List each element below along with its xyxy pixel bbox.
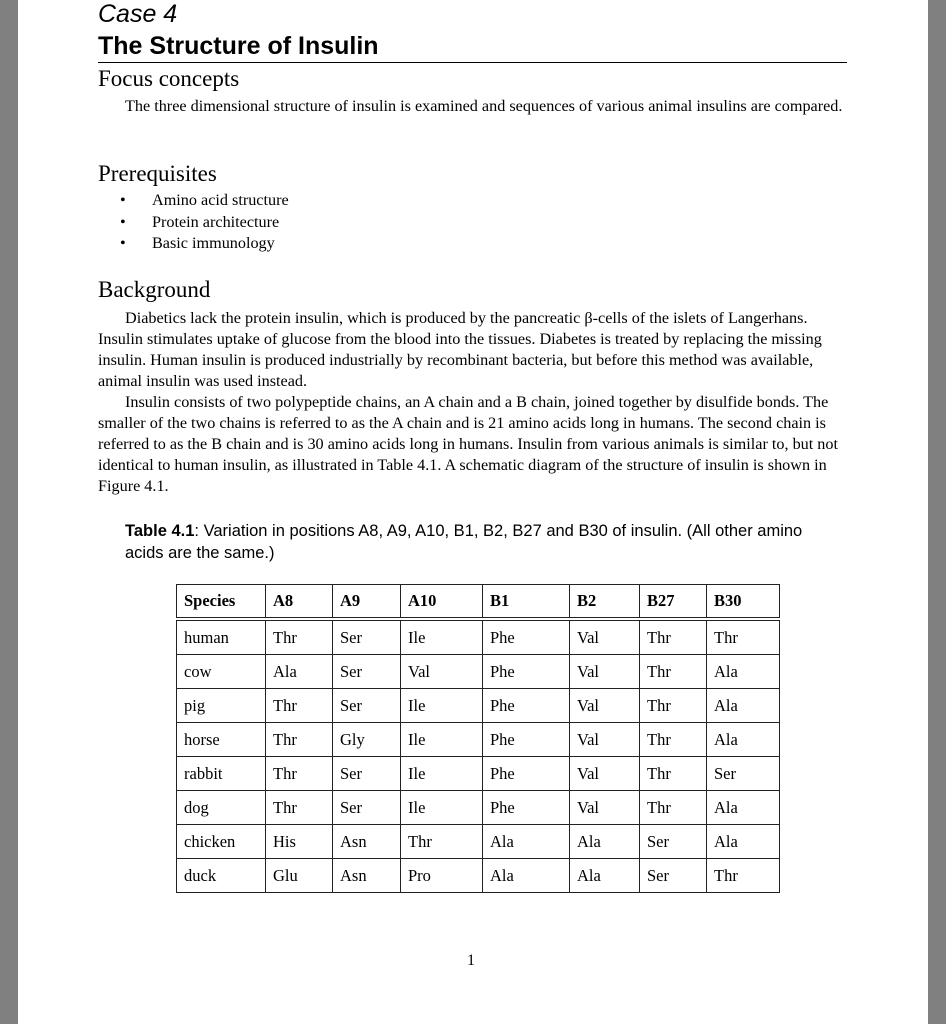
table-row — [177, 859, 780, 893]
table-cell: Ala — [707, 825, 780, 859]
table-cell: Ile — [401, 689, 483, 723]
table-cell: Ile — [401, 791, 483, 825]
table-cell: Ala — [707, 791, 780, 825]
table-cell: Phe — [483, 619, 570, 655]
column-header-species: Species — [177, 585, 266, 620]
table-cell: Val — [570, 655, 640, 689]
table-cell: Ser — [707, 757, 780, 791]
table-cell: Asn — [333, 825, 401, 859]
table-row — [177, 757, 780, 791]
list-item — [98, 233, 289, 255]
list-item — [98, 212, 289, 234]
prerequisites-list — [98, 190, 289, 255]
table-cell: Thr — [640, 689, 707, 723]
table-cell: Thr — [266, 757, 333, 791]
table-cell: Ser — [333, 619, 401, 655]
column-header-b30: B30 — [707, 585, 780, 620]
table-cell: Ala — [707, 689, 780, 723]
bullet-icon: • — [120, 191, 126, 209]
table-cell: Thr — [640, 757, 707, 791]
background-heading: Background — [98, 277, 211, 302]
table-cell: Val — [570, 791, 640, 825]
table-cell: Ser — [333, 791, 401, 825]
table-cell: Thr — [707, 619, 780, 655]
table-cell: Ser — [640, 825, 707, 859]
cell-species: cow — [177, 655, 266, 689]
cell-species: rabbit — [177, 757, 266, 791]
table-cell: Ala — [707, 723, 780, 757]
cell-species: pig — [177, 689, 266, 723]
table-cell: Phe — [483, 757, 570, 791]
table-cell: Ala — [483, 825, 570, 859]
column-header-a10: A10 — [401, 585, 483, 620]
insulin-variation-table — [176, 584, 780, 893]
table-row — [177, 619, 780, 655]
table-cell: His — [266, 825, 333, 859]
table-row — [177, 655, 780, 689]
table-row — [177, 791, 780, 825]
table-cell: Thr — [640, 723, 707, 757]
table-cell: Ala — [570, 859, 640, 893]
page-number: 1 — [467, 952, 475, 969]
bullet-icon: • — [120, 234, 126, 252]
focus-heading: Focus concepts — [98, 66, 240, 91]
table-cell: Glu — [266, 859, 333, 893]
background-paragraph-1: Diabetics lack the protein insulin, which is produced by the pancreatic β-cells of the islets of Langerhans. Insulin stimulates uptake of glucose from the blood into the tissues. Diabetes is treated by replacing the missing insulin. Human insulin is produced industrially by recombinant bacteria, but before this method was available, animal insulin was used instead. — [98, 309, 822, 390]
cell-species: duck — [177, 859, 266, 893]
table-cell: Thr — [266, 689, 333, 723]
table-cell: Phe — [483, 689, 570, 723]
prerequisites-heading: Prerequisites — [98, 161, 217, 186]
column-header-b27: B27 — [640, 585, 707, 620]
table-cell: Ala — [266, 655, 333, 689]
table-cell: Ile — [401, 619, 483, 655]
table-cell: Ala — [570, 825, 640, 859]
list-item-label: Basic immunology — [152, 234, 275, 252]
table-caption-label: Table 4.1 — [125, 522, 195, 540]
page-title: The Structure of Insulin — [98, 32, 379, 60]
table-cell: Thr — [640, 655, 707, 689]
table-cell: Thr — [266, 791, 333, 825]
table-cell: Ile — [401, 757, 483, 791]
table-header-row — [177, 585, 780, 620]
focus-text: The three dimensional structure of insulin is examined and sequences of various animal insulins are compared. — [125, 97, 843, 115]
list-item-label: Protein architecture — [152, 212, 280, 231]
table-cell: Thr — [640, 619, 707, 655]
cell-species: chicken — [177, 825, 266, 859]
table-cell: Thr — [266, 619, 333, 655]
table-cell: Ser — [333, 655, 401, 689]
table-cell: Thr — [707, 859, 780, 893]
column-header-b2: B2 — [570, 585, 640, 620]
table-cell: Ser — [640, 859, 707, 893]
table-cell: Phe — [483, 655, 570, 689]
table-cell: Pro — [401, 859, 483, 893]
table-cell: Ser — [333, 757, 401, 791]
table-cell: Asn — [333, 859, 401, 893]
table-row — [177, 689, 780, 723]
bullet-icon: • — [120, 212, 126, 231]
table-cell: Ile — [401, 723, 483, 757]
cell-species: human — [177, 619, 266, 655]
list-item-label: Amino acid structure — [152, 191, 289, 209]
column-header-a9: A9 — [333, 585, 401, 620]
table-caption — [125, 520, 845, 564]
list-item — [98, 190, 289, 212]
background-paragraph-2: Insulin consists of two polypeptide chains, an A chain and a B chain, joined together by disulfide bonds. The smaller of the two chains is referred to as the A chain and is 21 amino acids long in humans. The second chain is referred to as the B chain and is 30 amino acids long in humans. Insulin from various animals is similar to, but not identical to human insulin, as illustrated in Table 4.1. A schematic diagram of the structure of insulin is shown in Figure 4.1. — [98, 393, 838, 495]
case-label: Case 4 — [98, 0, 178, 28]
table-cell: Phe — [483, 723, 570, 757]
title-divider — [98, 62, 847, 63]
table-cell: Val — [401, 655, 483, 689]
table-row — [177, 825, 780, 859]
cell-species: horse — [177, 723, 266, 757]
table-row — [177, 723, 780, 757]
table-caption-text: : Variation in positions A8, A9, A10, B1, B2, B27 and B30 of insulin. (All other amino acids are the same.) — [125, 522, 803, 562]
table-cell: Ala — [707, 655, 780, 689]
table-cell: Val — [570, 723, 640, 757]
document-page — [18, 0, 928, 1024]
table-cell: Thr — [401, 825, 483, 859]
table-cell: Phe — [483, 791, 570, 825]
table-cell: Val — [570, 689, 640, 723]
column-header-a8: A8 — [266, 585, 333, 620]
table-cell: Ser — [333, 689, 401, 723]
table-cell: Val — [570, 757, 640, 791]
table-cell: Gly — [333, 723, 401, 757]
table-cell: Thr — [266, 723, 333, 757]
column-header-b1: B1 — [483, 585, 570, 620]
table-cell: Val — [570, 619, 640, 655]
table-cell: Thr — [640, 791, 707, 825]
table-cell: Ala — [483, 859, 570, 893]
cell-species: dog — [177, 791, 266, 825]
